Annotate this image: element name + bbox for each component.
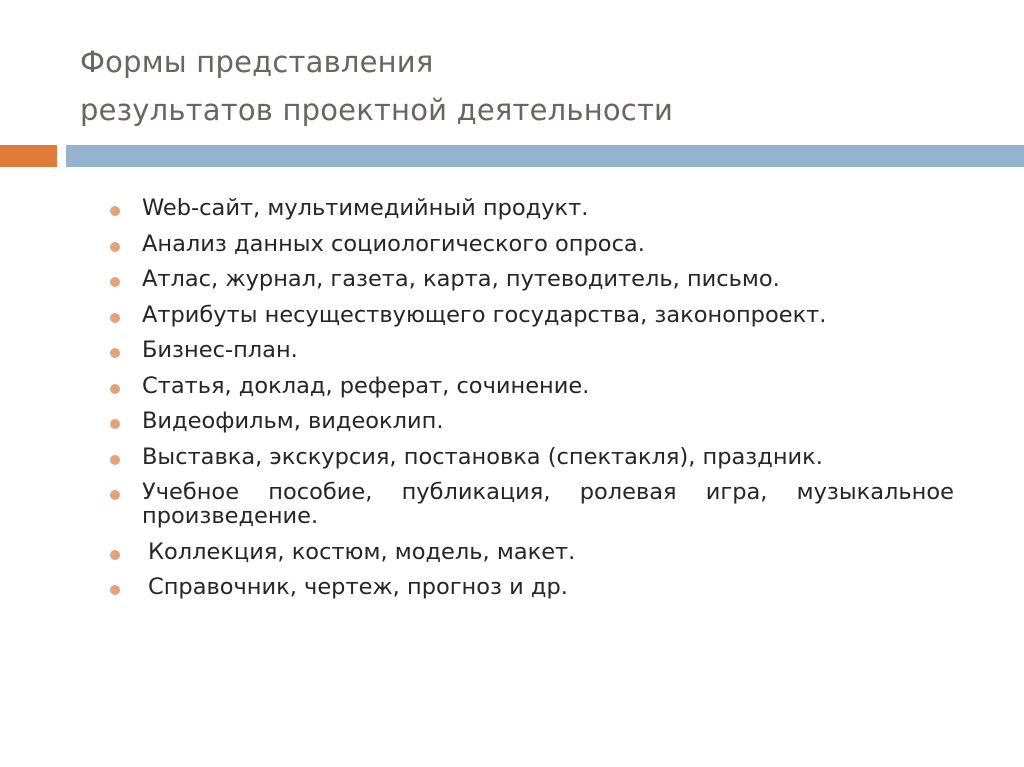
list-item: [108, 575, 954, 599]
list-item: [108, 232, 954, 256]
bullet-dot-icon: [110, 313, 120, 323]
slide-title: [80, 38, 980, 134]
bullet-dot-icon: [110, 490, 120, 500]
list-item-text: Статья, доклад, реферат, сочинение.: [142, 372, 590, 399]
list-item-text: Справочник, чертеж, прогноз и др.: [148, 574, 568, 600]
list-item: [108, 480, 954, 528]
bullet-list: [108, 196, 954, 611]
bullet-dot-icon: [110, 277, 120, 287]
list-item: [108, 445, 954, 469]
bullet-dot-icon: [110, 550, 120, 560]
accent-bar-blue: [66, 145, 1024, 167]
list-item-text: Атрибуты несуществующего государства, законопроект.: [142, 301, 827, 328]
bullet-dot-icon: [110, 455, 120, 465]
list-item-text: Web-сайт, мультимедийный продукт.: [142, 195, 589, 221]
list-item-text: Атлас, журнал, газета, карта, путеводитель, письмо.: [142, 266, 780, 292]
list-item: [108, 338, 954, 362]
bullet-dot-icon: [110, 242, 120, 252]
list-item-text: Учебное пособие, публикация, ролевая игра, музыкальное произведение.: [142, 479, 954, 529]
bullet-dot-icon: [110, 206, 120, 216]
slide-title-line-2: результатов проектной деятельности: [80, 93, 674, 127]
list-item: [108, 267, 954, 291]
list-item: [108, 374, 954, 398]
list-item: [108, 303, 954, 327]
list-item: [108, 540, 954, 564]
list-item-text: Выставка, экскурсия, постановка (спектакля), праздник.: [142, 443, 823, 470]
list-item-text: Видеофильм, видеоклип.: [142, 408, 444, 434]
list-item: [108, 196, 954, 220]
list-item-text: Бизнес-план.: [142, 337, 298, 363]
list-item-text: Коллекция, костюм, модель, макет.: [148, 538, 576, 565]
bullet-dot-icon: [110, 384, 120, 394]
bullet-dot-icon: [110, 585, 120, 595]
accent-bar-orange: [0, 145, 57, 167]
list-item: [108, 409, 954, 433]
bullet-dot-icon: [110, 419, 120, 429]
slide-title-line-1: Формы представления: [80, 45, 434, 79]
bullet-dot-icon: [110, 348, 120, 358]
list-item-text: Анализ данных социологического опроса.: [142, 230, 645, 257]
